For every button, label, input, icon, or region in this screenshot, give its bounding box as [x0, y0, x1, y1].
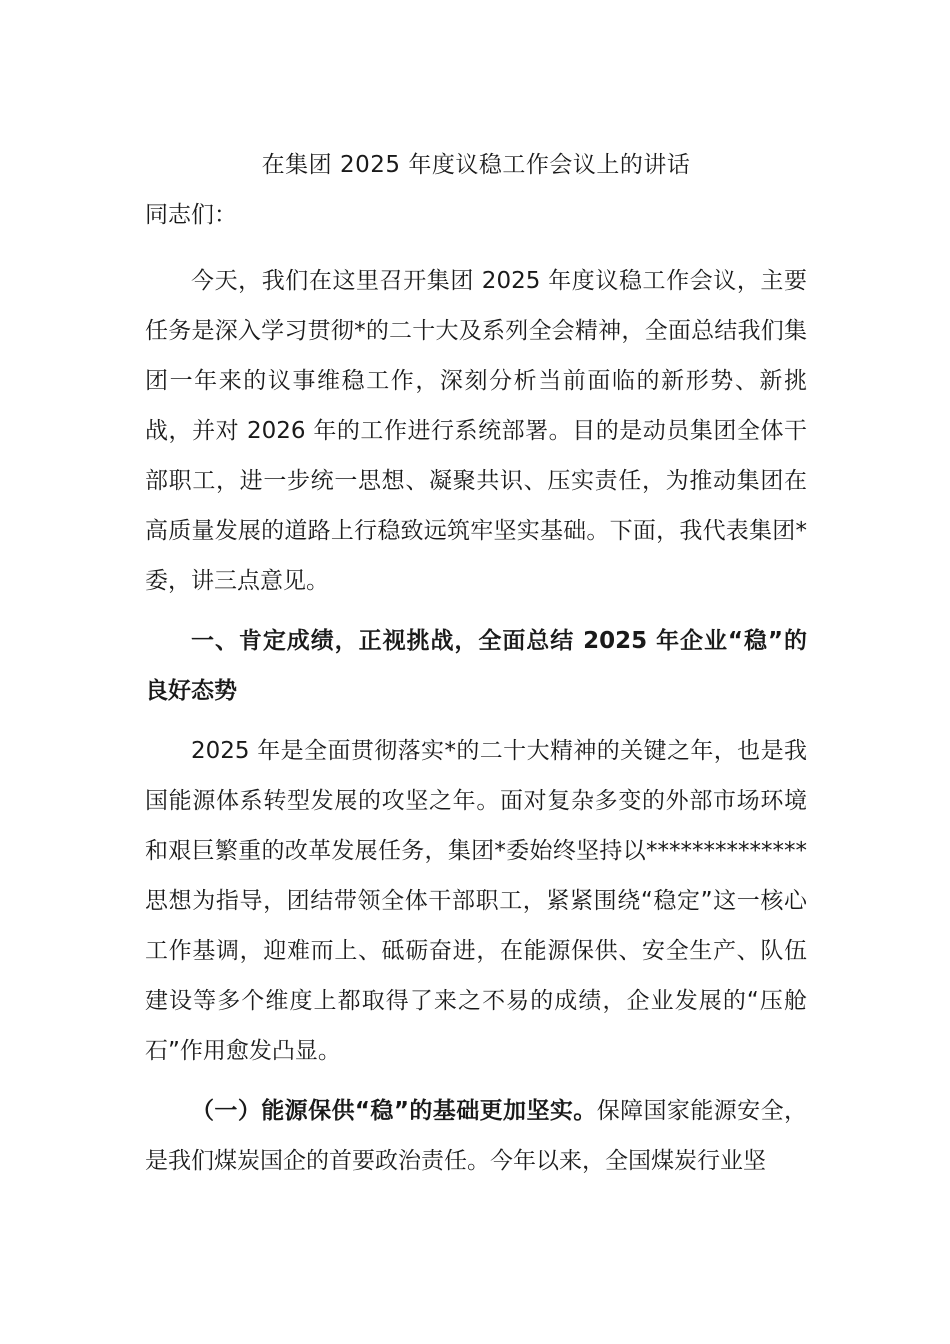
paragraph-intro: 今天，我们在这里召开集团 2025 年度议稳工作会议，主要任务是深入学习贯彻*的二十大及系列全会精神，全面总结我们集团一年来的议事维稳工作，深刻分析当前面临的新形势、新挑战，并对 2026 年的工作进行系统部署。目的是动员集团全体干部职工，进一步统一思想、凝聚共识、压实责任，为推动集团在高质量发展的道路上行稳致远筑牢坚实基础。下面，我代表集团*委，讲三点意见。 — [145, 268, 807, 594]
document-title: 在集团 2025 年度议稳工作会议上的讲话 — [261, 152, 691, 178]
section-heading-1: 一、肯定成绩，正视挑战，全面总结 2025 年企业“稳”的良好态势 — [145, 628, 807, 704]
paragraph-subsection-1 — [145, 1086, 807, 1186]
subsection-heading-1: （一）能源保供“稳”的基础更加坚实。 — [191, 1098, 597, 1124]
paragraph-summary: 2025 年是全面贯彻落实*的二十大精神的关键之年，也是我国能源体系转型发展的攻坚之年。面对复杂多变的外部市场环境和艰巨繁重的改革发展任务，集团*委始终坚持以**************思想为指导，团结带领全体干部职工，紧紧围绕“稳定”这一核心工作基调，迎难而上、砥砺奋进，在能源保供、安全生产、队伍建设等多个维度上都取得了来之不易的成绩，企业发展的“压舱石”作用愈发凸显。 — [145, 738, 807, 1064]
document-page — [145, 140, 807, 1196]
salutation: 同志们： — [145, 202, 237, 228]
subsection-body-1: 保障国家能源安全，是我们煤炭国企的首要政治责任。今年以来，全国煤炭行业坚 — [145, 1098, 807, 1174]
